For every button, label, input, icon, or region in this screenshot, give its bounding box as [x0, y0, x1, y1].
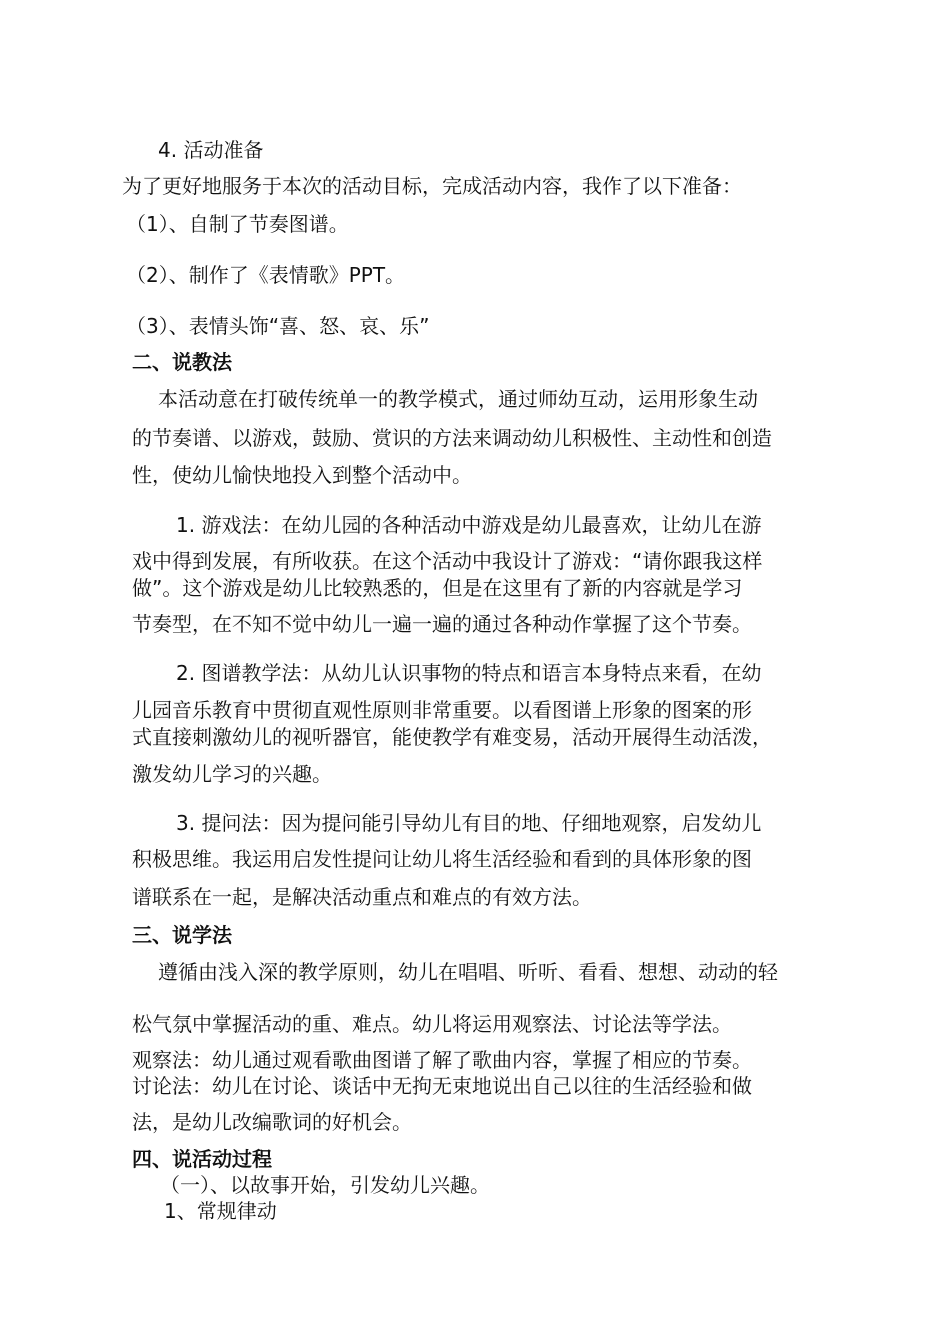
method-question-line-3: 谱联系在一起，是解决活动重点和难点的有效方法。 [132, 885, 592, 909]
method-game-line-1: 1. 游戏法：在幼儿园的各种活动中游戏是幼儿最喜欢，让幼儿在游 [176, 513, 762, 537]
learning-line-2: 松气氛中掌握活动的重、难点。幼儿将运用观察法、讨论法等学法。 [132, 1012, 732, 1036]
prep-item-2: （2）、制作了《表情歌》PPT。 [126, 263, 406, 287]
learning-line-1: 遵循由浅入深的教学原则，幼儿在唱唱、听听、看看、想想、动动的轻 [158, 960, 778, 984]
method-chart-line-3: 式直接刺激幼儿的视听器官，能使教学有难变易，活动开展得生动活泼， [132, 725, 772, 749]
learning-discuss-1: 讨论法：幼儿在讨论、谈话中无拘无束地说出自己以往的生活经验和做 [132, 1074, 752, 1098]
method-game-line-4: 节奏型，在不知不觉中幼儿一遍一遍的通过各种动作掌握了这个节奏。 [132, 612, 752, 636]
method-game-line-2: 戏中得到发展，有所收获。在这个活动中我设计了游戏：“请你跟我这样 [132, 549, 763, 573]
teaching-intro-line-2: 的节奏谱、以游戏，鼓励、赏识的方法来调动幼儿积极性、主动性和创造 [132, 426, 772, 450]
method-chart-line-4: 激发幼儿学习的兴趣。 [132, 762, 332, 786]
process-step-1-1: 1、常规律动 [164, 1199, 277, 1223]
process-heading: 四、说活动过程 [132, 1147, 272, 1171]
prep-item-3: （3）、表情头饰“喜、怒、哀、乐” [126, 314, 430, 338]
learning-heading: 三、说学法 [132, 923, 232, 947]
prep-intro: 为了更好地服务于本次的活动目标，完成活动内容，我作了以下准备： [122, 174, 742, 198]
prep-heading: 4. 活动准备 [158, 138, 264, 162]
method-chart-line-2: 儿园音乐教育中贯彻直观性原则非常重要。以看图谱上形象的图案的形 [132, 698, 752, 722]
teaching-intro-line-1: 本活动意在打破传统单一的教学模式，通过师幼互动，运用形象生动 [158, 387, 758, 411]
method-question-line-1: 3. 提问法：因为提问能引导幼儿有目的地、仔细地观察，启发幼儿 [176, 811, 762, 835]
process-step-1: （一）、以故事开始，引发幼儿兴趣。 [160, 1173, 490, 1197]
learning-discuss-2: 法，是幼儿改编歌词的好机会。 [132, 1110, 412, 1134]
method-chart-line-1: 2. 图谱教学法：从幼儿认识事物的特点和语言本身特点来看，在幼 [176, 661, 762, 685]
teaching-heading: 二、说教法 [132, 350, 232, 374]
teaching-intro-line-3: 性，使幼儿愉快地投入到整个活动中。 [132, 463, 472, 487]
prep-item-1: （1）、自制了节奏图谱。 [126, 212, 349, 236]
method-game-line-3: 做”。这个游戏是幼儿比较熟悉的，但是在这里有了新的内容就是学习 [132, 576, 743, 600]
method-question-line-2: 积极思维。我运用启发性提问让幼儿将生活经验和看到的具体形象的图 [132, 847, 752, 871]
learning-observe: 观察法：幼儿通过观看歌曲图谱了解了歌曲内容，掌握了相应的节奏。 [132, 1048, 752, 1072]
